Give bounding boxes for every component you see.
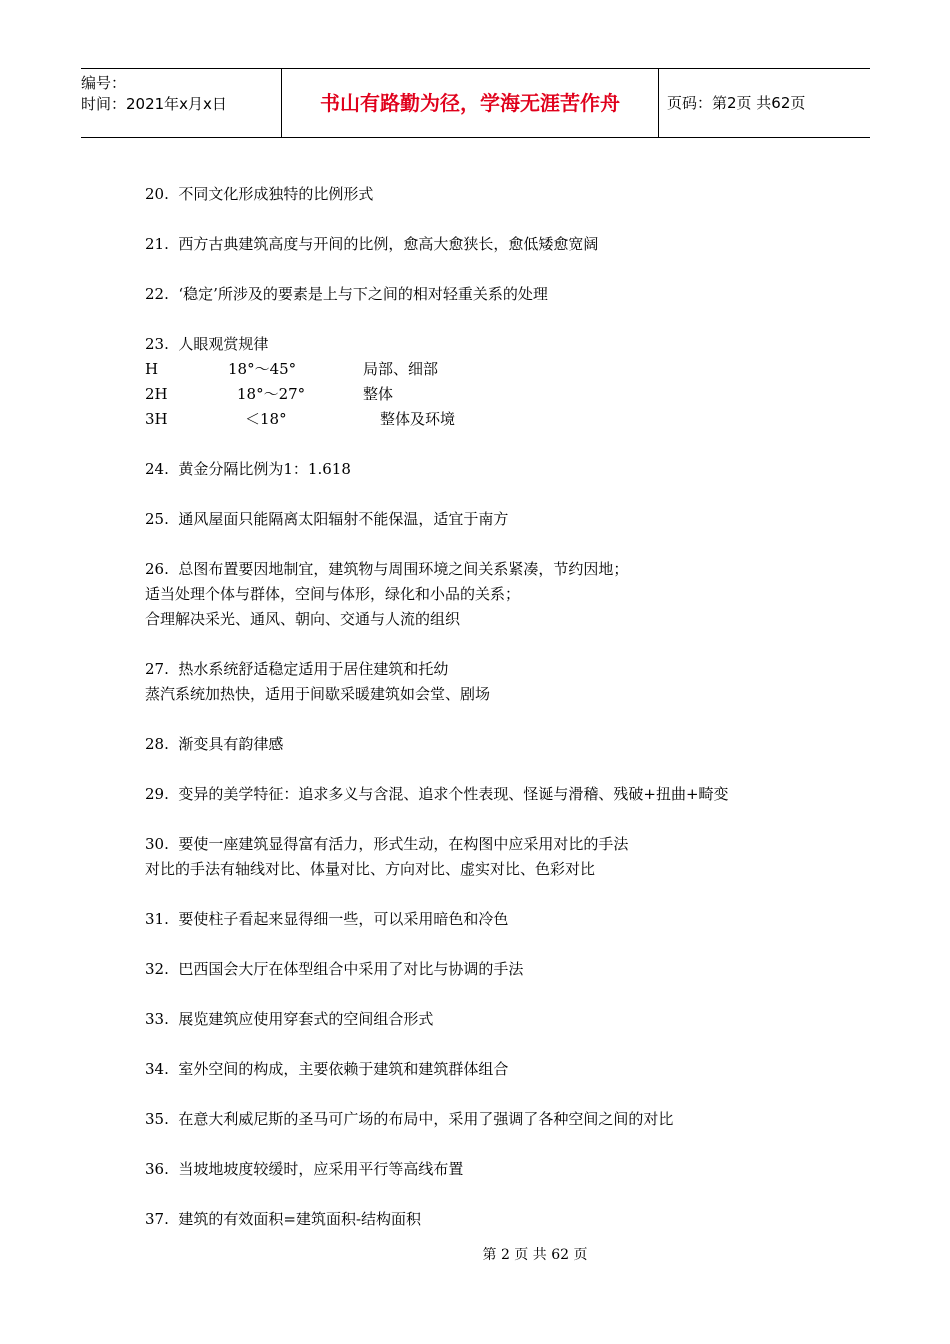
viewing-angle: ＜18°: [245, 410, 287, 428]
list-item: 36. 当坡地坡度较缓时，应采用平行等高线布置: [145, 1160, 464, 1178]
document-body: [145, 182, 845, 1257]
viewing-distance: H: [145, 360, 159, 378]
list-item-line: 26. 总图布置要因地制宜，建筑物与周围环境之间关系紧凑，节约因地；: [145, 560, 629, 578]
list-item-site-planning: [145, 557, 845, 632]
list-item: 20. 不同文化形成独特的比例形式: [145, 185, 374, 203]
list-item-line: 蒸汽系统加热快，适用于间歇采暖建筑如会堂、剧场: [145, 685, 491, 703]
list-item: 22. ‘稳定’所涉及的要素是上与下之间的相对轻重关系的处理: [145, 285, 548, 303]
list-item: 34. 室外空间的构成，主要依赖于建筑和建筑群体组合: [145, 1060, 509, 1078]
list-item-line: 30. 要使一座建筑显得富有活力，形式生动，在构图中应采用对比的手法: [145, 835, 629, 853]
table-row: [145, 357, 845, 382]
header-left-cell: [81, 69, 281, 137]
viewing-scope: 局部、细部: [363, 360, 439, 378]
list-item: 35. 在意大利威尼斯的圣马可广场的布局中，采用了强调了各种空间之间的对比: [145, 1110, 674, 1128]
list-item-viewing-rules: [145, 332, 845, 432]
viewing-angle: 18°～45°: [228, 360, 297, 378]
viewing-distance: 3H: [145, 410, 168, 428]
list-item-heating: [145, 657, 845, 707]
list-item: 24. 黄金分隔比例为1：1.618: [145, 460, 351, 478]
list-item-line: 27. 热水系统舒适稳定适用于居住建筑和托幼: [145, 660, 449, 678]
viewing-distance: 2H: [145, 385, 168, 403]
list-item-contrast: [145, 832, 845, 882]
page-header: [81, 68, 870, 138]
document-number-label: 编号：: [81, 74, 127, 92]
list-item: 28. 渐变具有韵律感: [145, 735, 284, 753]
list-item: 33. 展览建筑应使用穿套式的空间组合形式: [145, 1010, 434, 1028]
list-item: 32. 巴西国会大厅在体型组合中采用了对比与协调的手法: [145, 960, 524, 978]
list-item: 31. 要使柱子看起来显得细一些，可以采用暗色和冷色: [145, 910, 509, 928]
list-item-line: 适当处理个体与群体，空间与体形，绿化和小品的关系；: [145, 585, 521, 603]
list-item-title: 23. 人眼观赏规律: [145, 335, 269, 353]
table-row: [145, 407, 845, 432]
list-item: 25. 通风屋面只能隔离太阳辐射不能保温，适宜于南方: [145, 510, 509, 528]
header-motto: 书山有路勤为径，学海无涯苦作舟: [281, 69, 659, 137]
page-footer: 第 2 页 共 62 页: [482, 1247, 588, 1263]
list-item-line: 合理解决采光、通风、朝向、交通与人流的组织: [145, 610, 461, 628]
list-item: 29. 变异的美学特征：追求多义与含混、追求个性表现、怪诞与滑稽、残破+扭曲+畸变: [145, 785, 729, 803]
list-item: 37. 建筑的有效面积=建筑面积-结构面积: [145, 1210, 422, 1228]
viewing-scope: 整体及环境: [380, 410, 456, 428]
document-time-label: 时间：2021年x月x日: [81, 95, 227, 113]
viewing-scope: 整体: [363, 385, 394, 403]
list-item: 21. 西方古典建筑高度与开间的比例，愈高大愈狭长，愈低矮愈宽阔: [145, 235, 599, 253]
viewing-angle: 18°～27°: [237, 385, 306, 403]
table-row: [145, 382, 845, 407]
list-item-line: 对比的手法有轴线对比、体量对比、方向对比、虚实对比、色彩对比: [145, 860, 596, 878]
header-page-info: 页码：第2页 共62页: [667, 94, 806, 112]
